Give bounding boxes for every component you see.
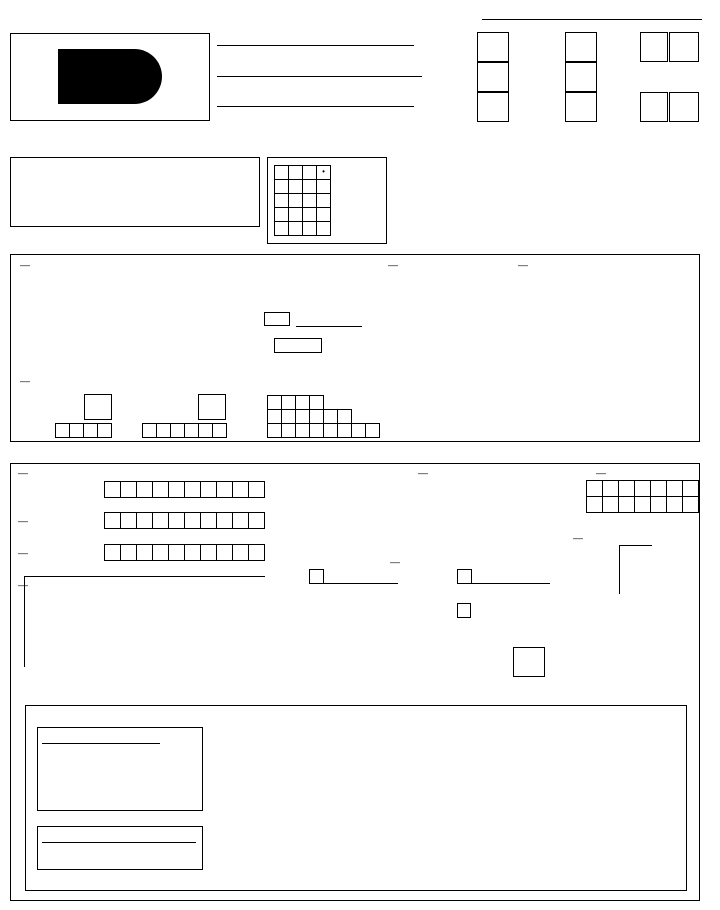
- tac-label: ––: [390, 557, 401, 567]
- dct-grid[interactable]: [619, 545, 652, 594]
- surface-fixture-box: [10, 254, 700, 442]
- life-support-label: ––: [18, 516, 29, 526]
- radiated-box: [565, 32, 597, 62]
- grav-grid[interactable]: [267, 423, 380, 438]
- nav-grid[interactable]: [267, 395, 324, 410]
- sensors-label: ––: [20, 376, 31, 386]
- profile-radial-box: [640, 92, 668, 122]
- sr10-note-box: [37, 727, 203, 811]
- pri-sensor-grid[interactable]: [142, 423, 227, 438]
- life-support-grid[interactable]: [104, 512, 265, 529]
- sr10-cell[interactable]: [264, 312, 290, 326]
- ship-silhouette: [58, 49, 162, 104]
- dct-label: ––: [573, 533, 584, 543]
- bridge-label: ––: [418, 468, 429, 478]
- communicators-label: ––: [518, 260, 529, 270]
- troops-label: ––: [596, 468, 607, 478]
- passive-sensor-box: [198, 394, 226, 420]
- computer-grid[interactable]: [104, 481, 265, 498]
- dss-grid[interactable]: [267, 409, 352, 424]
- power-plant-grid[interactable]: •: [274, 165, 331, 236]
- troops-grid[interactable]: [586, 480, 699, 513]
- targetting-box: [477, 92, 509, 122]
- weapons-label: ––: [20, 260, 31, 270]
- profile-lateral-box: [669, 92, 699, 122]
- ttas-label: ––: [388, 260, 399, 270]
- computer-label: ––: [18, 468, 29, 478]
- tac-passive-cell[interactable]: [457, 569, 472, 584]
- movement-box: [477, 32, 509, 62]
- continuous-label: ––: [18, 580, 29, 590]
- drive-label: ––: [18, 548, 29, 558]
- bow-arrow: [274, 338, 322, 353]
- reflect-lateral-box: [669, 32, 699, 62]
- crew-quality-box[interactable]: [477, 62, 509, 92]
- crew-comfort-box: [513, 647, 545, 677]
- tac-active-cell[interactable]: [309, 569, 324, 584]
- screens-box: [565, 62, 597, 92]
- reflect-radial-box: [640, 32, 668, 62]
- continuous-grid-top[interactable]: [104, 576, 264, 577]
- armor-box: [565, 92, 597, 122]
- lhh-note-box: [37, 826, 203, 870]
- flight-control-cell[interactable]: [457, 603, 471, 618]
- designer-line: [482, 19, 702, 20]
- drive-grid[interactable]: [104, 544, 265, 561]
- continuous-grid[interactable]: [24, 576, 265, 667]
- hull-hits-box: [10, 157, 260, 227]
- active-sensor-box: [84, 394, 112, 420]
- primary-sensor-grid[interactable]: [55, 423, 112, 438]
